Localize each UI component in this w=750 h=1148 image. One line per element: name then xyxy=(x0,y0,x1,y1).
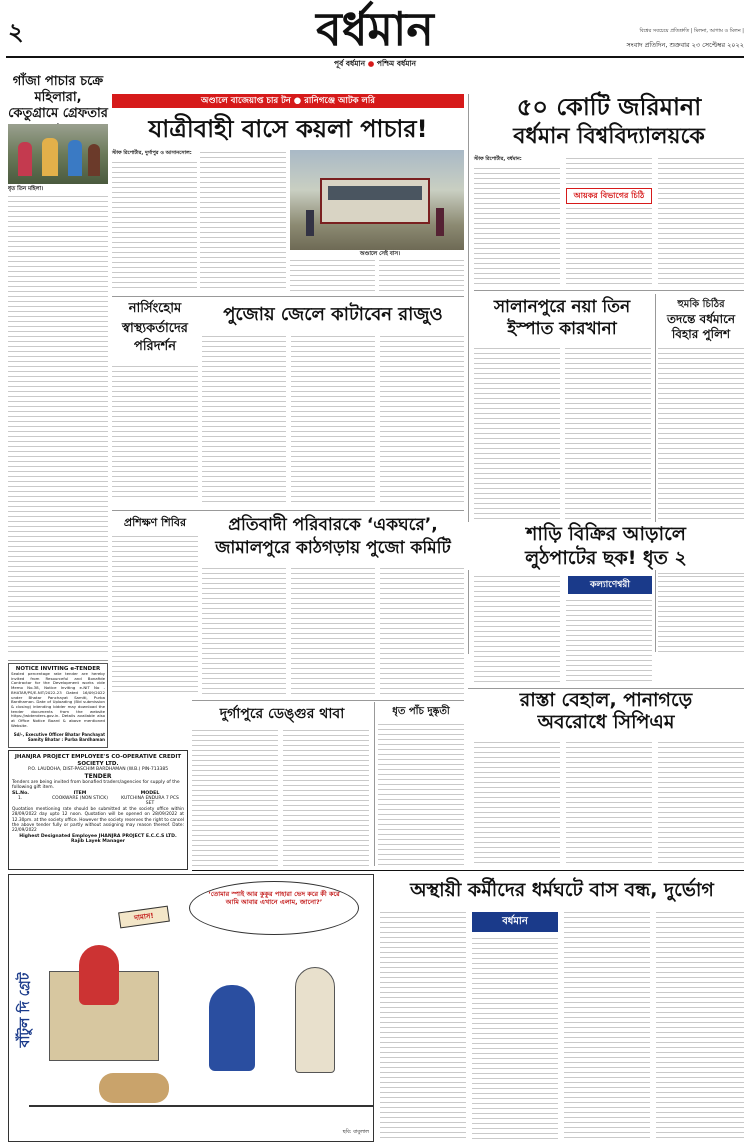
strike-badge: বর্ধমান xyxy=(472,912,558,932)
strike-rule xyxy=(192,870,744,871)
fine-body-4 xyxy=(658,156,744,286)
dengue-body-1 xyxy=(192,728,278,866)
rajoo-body-1 xyxy=(202,334,286,506)
fine-byline: স্টাফ রিপোর্টার, বর্ধমান: xyxy=(474,156,560,164)
tender-cell-item: COOKWARE (NON STICK) xyxy=(52,796,108,802)
fine-body-3 xyxy=(566,206,652,286)
coal-headline: যাত্রীবাহী বাসে কয়লা পাচার! xyxy=(148,115,428,143)
rajoo-body-2 xyxy=(291,334,375,506)
bihar-headline-1: হুমকি চিঠির xyxy=(677,299,725,310)
society-address: P.O. LAUDOHA, DIST-PASCHIM BARDHAMAN (W.B.) PIN-713385 xyxy=(27,767,169,772)
nursing-body xyxy=(112,364,198,500)
tender-col-model: MODEL xyxy=(140,791,160,797)
ganja-body xyxy=(8,194,108,656)
society-box xyxy=(8,750,188,870)
coal-body-1 xyxy=(112,150,197,292)
strike-body-3 xyxy=(564,910,650,1142)
dengue-headline: দুর্গাপুরে ডেঙ্গুর থাবা xyxy=(219,706,345,722)
coal-rule xyxy=(112,296,464,297)
tender-col-sl: SL.No. xyxy=(12,791,30,797)
strike-body-4 xyxy=(656,910,744,1142)
cpim-headline-2: অবরোধে সিপিএম xyxy=(537,711,675,733)
puja-committee-body-3 xyxy=(380,566,464,696)
fine-subhead: আয়কর বিভাগের চিঠি xyxy=(566,188,652,204)
saree-headline-1: শাড়ি বিক্রির আড়ালে xyxy=(468,522,744,546)
salanpur-body-2 xyxy=(565,346,651,550)
notice-title: NOTICE INVITING e-TENDER xyxy=(15,666,101,672)
nursing-kicker: নার্সিংহোম xyxy=(128,301,182,316)
cpim-headline-1: রাস্তা বেহাল, পানাগড়ে xyxy=(519,689,693,711)
page-number: ২ xyxy=(8,18,24,46)
rajoo-headline: পুজোয় জেলে কাটাবেন রাজুও xyxy=(223,304,443,325)
kicker-dot-icon: ● xyxy=(293,96,305,106)
cartoon-sign: দামাস! xyxy=(118,906,170,929)
notice-box xyxy=(8,663,108,748)
society-title: JHANJRA PROJECT EMPLOYEE'S CO-OPERATIVE CREDIT SOCIETY LTD. xyxy=(14,754,182,767)
arrest-body xyxy=(378,722,464,866)
saree-body-2 xyxy=(566,598,652,684)
puja-committee-body-1 xyxy=(202,566,286,696)
dengue-body-2 xyxy=(283,728,369,866)
coal-photo xyxy=(290,150,464,250)
bihar-headline-2: তদন্তে বর্ধমানে বিহার পুলিশ xyxy=(666,312,736,341)
tender-title: TENDER xyxy=(84,772,112,780)
saree-body-3 xyxy=(658,574,744,652)
training-headline: প্রশিক্ষণ শিবির xyxy=(123,516,187,529)
cartoon-panel xyxy=(8,874,374,1142)
ganja-photo xyxy=(8,124,108,184)
tender-sign: Highest Designated Employee JHANJRA PROJECT E.C.C.S LTD. Rajib Layek Manager xyxy=(19,833,177,845)
masthead-date: সংবাদ প্রতিদিন, শুক্রবার ২৩ সেপ্টেম্বর ২০২২ xyxy=(626,41,744,49)
strike-body-1 xyxy=(380,910,466,1142)
saree-body-1 xyxy=(474,574,560,684)
ganja-caption: ধৃত তিন মহিলা। xyxy=(8,186,44,192)
rajoo-rule xyxy=(112,510,464,511)
cartoon-bubble: ‘তোমার স্পাই আর কুকুর পাহারা ভেদ করে কী করে আমি আবার এখানে এলাম, জানো?’ xyxy=(189,881,359,935)
salanpur-body-1 xyxy=(474,346,560,550)
masthead-right-top: বিশ্বের সবচেয়ে প্রতিশ্রুতি | মিলনা, আগাম ও মিলন | xyxy=(639,28,744,34)
tender-col-item: ITEM xyxy=(73,791,87,797)
fine-body-2 xyxy=(566,156,652,186)
puja-committee-headline: প্রতিবাদী পরিবারকে ‘একঘরে’, জামালপুরে কাঠগড়ায় পুজো কমিটি xyxy=(215,515,451,558)
fine-headline-2: বর্ধমান বিশ্ববিদ্যালয়কে xyxy=(513,124,705,149)
arrest-rule xyxy=(374,702,375,866)
nursing-headline: স্বাস্থ্যকর্তাদের পরিদর্শন xyxy=(122,321,188,354)
masthead-rule xyxy=(6,56,744,58)
tender-cell-model: KUTCHINA ENDURA 7 PCS SET xyxy=(121,796,179,807)
left-rule xyxy=(8,660,108,661)
edition-west: পশ্চিম বর্ধমান xyxy=(376,59,417,68)
salanpur-headline: সালানপুরে নয়া তিন ইস্পাত কারখানা xyxy=(493,297,631,339)
cartoon-figure-man xyxy=(295,967,335,1073)
coal-kicker-left: অণ্ডালে বাজেয়াপ্ত চার টন xyxy=(201,96,291,106)
edition-dot-icon: ● xyxy=(367,59,375,68)
tender-intro: Tenders are being invited from bonafied traders/agencies for supply of the following gift item. xyxy=(12,779,180,790)
fine-rule xyxy=(474,290,744,291)
strike-body-2 xyxy=(472,936,558,1142)
coal-body-2 xyxy=(200,150,286,292)
coal-body-4 xyxy=(379,258,464,292)
ganja-headline: গাঁজা পাচার চক্রে মহিলারা, কেতুগ্রামে গ্রেফতার xyxy=(8,74,108,121)
arrest-headline: ধৃত পাঁচ দুষ্কৃতী xyxy=(392,706,450,717)
notice-sign: Sd/-, Executive Officer Bhatar Panchayat Samity Bhatar : Purba Bardhaman xyxy=(13,732,105,742)
cartoon-credit: ছবি: বাবুলাল xyxy=(342,1129,369,1135)
right-col-rule xyxy=(468,94,469,654)
cpim-body-2 xyxy=(566,740,652,866)
cpim-body-3 xyxy=(658,740,744,866)
cartoon-figure-red xyxy=(79,945,119,1005)
cartoon-figure-blue xyxy=(209,985,255,1071)
fine-body-1 xyxy=(474,156,560,286)
strike-headline: অস্থায়ী কর্মীদের ধর্মঘটে বাস বন্ধ, দুর্ভোগ xyxy=(410,879,714,901)
cartoon-ground xyxy=(29,1105,374,1107)
fine-headline-1: ৫০ কোটি জরিমানা xyxy=(516,93,702,121)
cartoon-side-label: বাঁটুল দি গ্রেট xyxy=(17,972,33,1048)
edition-east: পূর্ব বর্ধমান xyxy=(333,59,366,68)
cartoon-dog xyxy=(99,1073,169,1103)
bihar-rule xyxy=(655,294,656,652)
coal-photo-caption: অণ্ডালে সেই বাস। xyxy=(359,251,401,257)
dengue-rule xyxy=(192,700,464,701)
puja-committee-body-2 xyxy=(291,566,375,696)
notice-body: Sealed percentage rate tender are hereby invited from Resourceful and Bonafide Contractor for the Development works vide Memo No.38, Notice Inviting e-NIT No - BHATAR/PS/E-NIT/2022-23 Dated 16/09/2022 under Bhatar Panchayat Samiti, Purba Bardhaman. Date of Uploading (Bid submission & closing) intending bidder may download the tender documents from the website https://wbtenders.gov.in. Details available also at Office Notice Board & above mentioned Website. xyxy=(11,672,105,728)
coal-byline: স্টাফ রিপোর্টার, দুর্গাপুর ও আসানসোল: xyxy=(112,150,197,158)
saree-badge: কল্যাণেশ্বরী xyxy=(568,576,652,594)
masthead-title: বর্ধমান xyxy=(316,2,434,56)
tender-body: Quotation mentioning rate should be submitted at the society office within 28/09/2022 day upto 12 noon. Quotation will be opened on 28/09/2022 at 12.30pm. at the society office. However the society reserves the right to cancel the above tender fully or partly without assigning may reason thereof. Date: 22/09/2022 xyxy=(12,807,184,833)
coal-body-3 xyxy=(290,258,375,292)
tender-row xyxy=(12,796,184,806)
training-body xyxy=(112,534,198,694)
saree-headline-2: লুঠপাটের ছক! ধৃত ২ xyxy=(468,546,744,570)
rajoo-body-3 xyxy=(380,334,464,506)
edition-line xyxy=(290,59,460,71)
coal-kicker xyxy=(112,94,464,108)
cpim-body-1 xyxy=(474,740,560,866)
tender-cell-sl: 1. xyxy=(18,796,23,802)
coal-kicker-right: রানিগঞ্জে আটক লরি xyxy=(304,96,375,106)
